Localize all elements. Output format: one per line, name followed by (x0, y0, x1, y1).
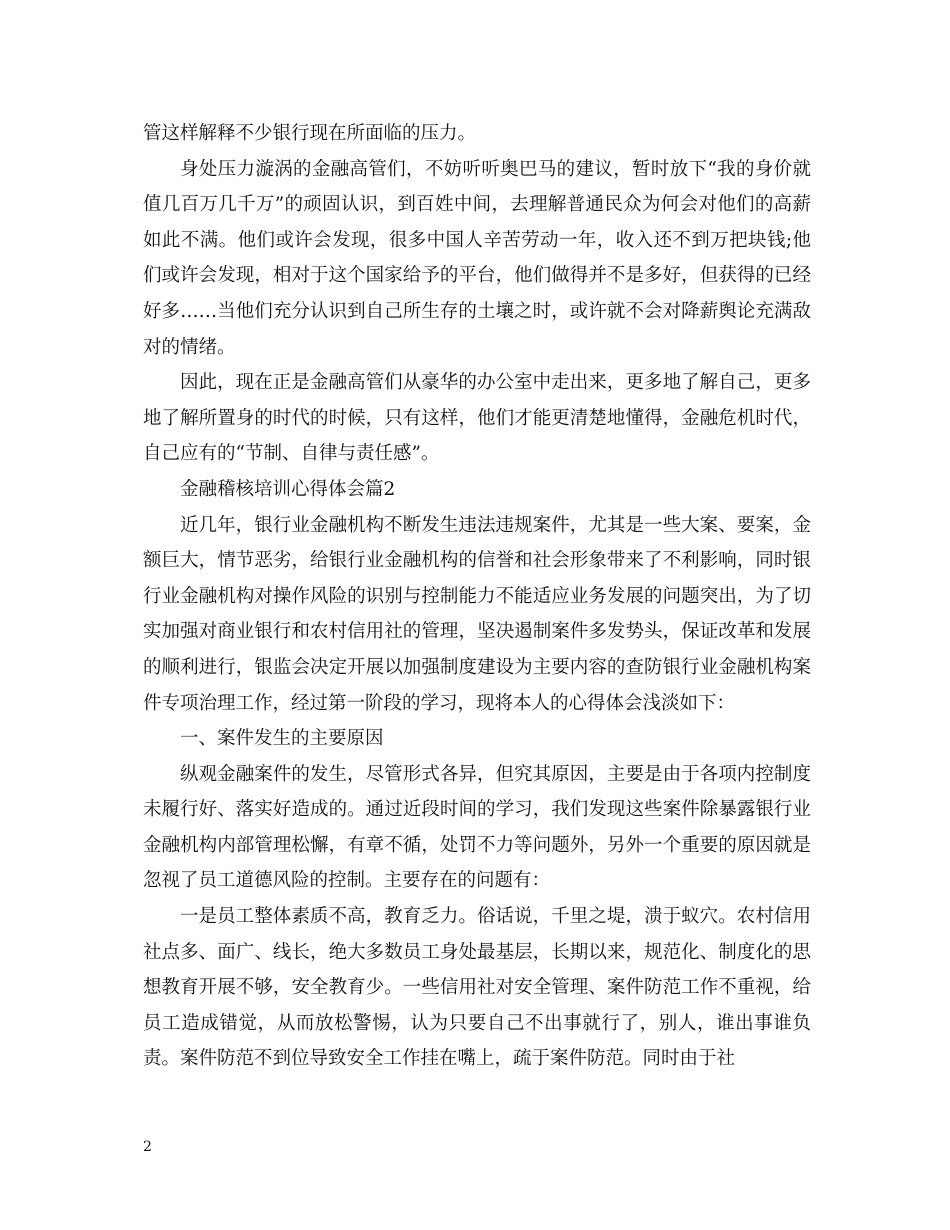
paragraph-6: 一是员工整体素质不高，教育乏力。俗话说，千里之堤，溃于蚁穴。农村信用社点多、面广、线长，绝大多数员工身处最基层，长期以来，规范化、制度化的思想教育开展不够，安全教育少。一些信用社对安全管理、案件防范工作不重视，给员工造成错觉，从而放松警惕，认为只要自己不出事就行了，别人，谁出事谁负责。案件防范不到位导致安全工作挂在嘴上，疏于案件防范。同时由于社 (143, 906, 811, 1070)
paragraph-5: 纵观金融案件的发生，尽管形式各异，但究其原因，主要是由于各项内控制度未履行好、落实好造成的。通过近段时间的学习，我们发现这些案件除暴露银行业金融机构内部管理松懈，有章不循，处罚不力等问题外，另外一个重要的原因就是忽视了员工道德风险的控制。主要存在的问题有： (143, 763, 811, 892)
paragraph-3: 因此，现在正是金融高管们从豪华的办公室中走出来，更多地了解自己，更多地了解所置身的时代的时候，只有这样，他们才能更清楚地懂得，金融危机时代，自己应有的“节制、自律与责任感”。 (143, 372, 811, 465)
section-heading: 金融稽核培训心得体会篇2 (180, 478, 396, 500)
paragraph-2: 身处压力漩涡的金融高管们，不妨听听奥巴马的建议，暂时放下“我的身价就值几百万几千万”的顽固认识，到百姓中间，去理解普通民众为何会对他们的高薪如此不满。他们或许会发现，很多中国人辛苦劳动一年，收入还不到万把块钱;他们或许会发现，相对于这个国家给予的平台，他们做得并不是多好，但获得的已经好多……当他们充分认识到自己所生存的土壤之时，或许就不会对降薪舆论充满敌对的情绪。 (143, 158, 811, 358)
page-number: 2 (143, 1139, 152, 1155)
document-body (143, 116, 811, 1077)
paragraph-4: 近几年，银行业金融机构不断发生违法违规案件，尤其是一些大案、要案，金额巨大，情节恶劣，给银行业金融机构的信誉和社会形象带来了不利影响，同时银行业金融机构对操作风险的识别与控制能力不能适应业务发展的问题突出，为了切实加强对商业银行和农村信用社的管理，坚决遏制案件多发势头，保证改革和发展的顺利进行，银监会决定开展以加强制度建设为主要内容的查防银行业金融机构案件专项治理工作，经过第一阶段的学习，现将本人的心得体会浅淡如下： (143, 514, 811, 714)
paragraph-1: 管这样解释不少银行现在所面临的压力。 (143, 123, 477, 144)
subsection-heading: 一、案件发生的主要原因 (180, 728, 384, 750)
